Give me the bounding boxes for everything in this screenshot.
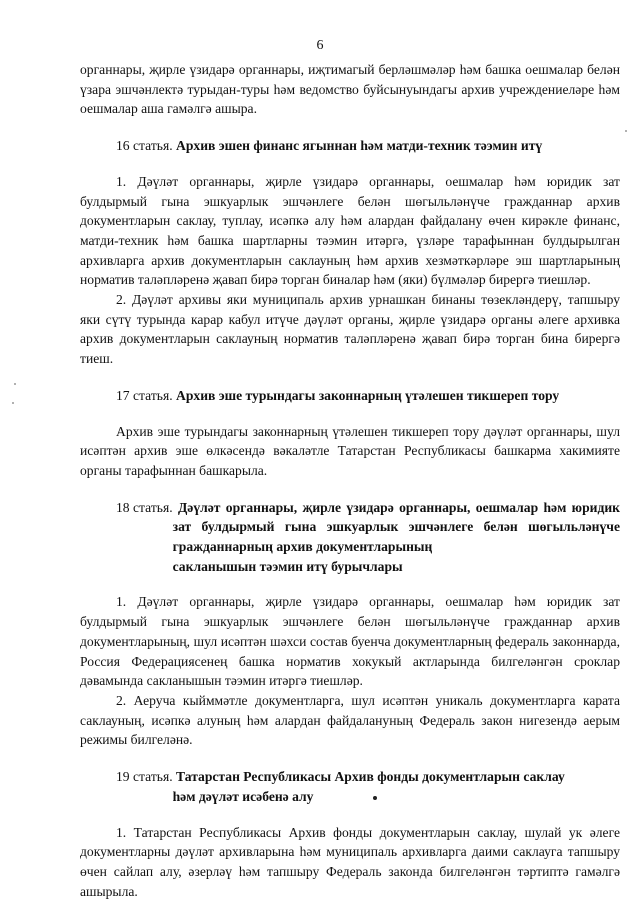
article-19-paragraph-1: 1. Татарстан Республикасы Архив фонды документларын саклау, шулай ук әлеге документларны дәүләт архивларына һәм муниципаль архивларга даими саклауга тапшыру өчен сайлап алу, әзерләү һәм тапшыру Федераль законда билгеләнгән тәртиптә гамәлгә ашырыла.: [80, 824, 620, 899]
article-16-paragraph-1: 1. Дәүләт органнары, җирле үзидарә органнары, оешмалар һәм юридик зат булдырмый гына эшкуарлык эшчәнлеге белән шөгыльләнүче гражданнар архив документларын саклау, туплау, исәпкә алу һәм алардан файдалану өчен кирәкле финанс, матди-техник һәм башка шартларны тәэмин итәргә, үзләре тарафыннан булдырылган архивларга архив документларын саклауның һәм архив хезмәткәрләре эш шартларының норматив таләпләренә җавап бирә торган биналар һәм (яки) бүлмәләр бирергә тиешләр.: [80, 173, 620, 288]
article-title-tail: сакланышын тәэмин итү бурычлары: [172, 558, 403, 574]
article-18-heading: [80, 498, 620, 577]
article-title: [173, 498, 620, 577]
article-18-paragraph-2: 2. Аеруча кыйммәтле документларга, шул исәптән уникаль документларга карата саклауның, исәпкә алуның һәм алардан файдалануның Федераль закон нигезендә аерым режимы билгеләнә.: [80, 692, 620, 748]
document-body: [80, 60, 620, 901]
scan-dot: [373, 796, 377, 800]
article-title-text: Архив эшен финанс ягыннан һәм матди-техник тәэмин итү: [176, 138, 543, 154]
scan-speck: [14, 383, 16, 385]
article-title-text: Дәүләт органнары, җирле үзидарә органнары, оешмалар һәм юридик зат булдырмый гына эшкуарлык эшчәнлеге белән шөгыльләнүче гражданнарның архив документларының: [172, 499, 620, 555]
article-title-text: Татарстан Республикасы Архив фонды документларын саклау: [176, 769, 565, 785]
article-title-text: Архив эше турындагы законнарның үтәлешен тикшереп тору: [176, 387, 560, 403]
scan-speck: [12, 402, 14, 404]
article-17-paragraph-1: Архив эше турындагы законнарның үтәлешен тикшереп тору дәүләт органнары, шул исәптән архив эше өлкәсендә вәкаләтле Татарстан Республикасы башкарма хакимияте органы тарафыннан башкарыла.: [80, 423, 620, 478]
article-title-tail: [173, 787, 620, 807]
article-title: [173, 136, 620, 156]
article-title: [173, 386, 620, 406]
intro-paragraph: органнары, җирле үзидарә органнары, иҗтимагый берләшмәләр һәм башка оешмалар белән үзара эшчәнлектә турыдан-туры һәм ведомство буйсынуындагы архив учреждениеләре һәм оешмалар аша гамәлгә ашыра.: [80, 62, 620, 117]
article-17-heading: [80, 386, 620, 406]
article-number: 16 статья.: [116, 138, 173, 154]
article-title-tail-text: һәм дәүләт исәбенә алу: [172, 788, 314, 804]
scan-speck: [625, 130, 627, 132]
article-16-heading: [80, 136, 620, 156]
article-number: 18 статья.: [116, 499, 173, 515]
page-number: 6: [316, 38, 324, 53]
article-16-paragraph-2: 2. Дәүләт архивы яки муниципаль архив урнашкан бинаны төзекләндерү, тапшыру яки сүтү турында карар кабул итүче дәүләт органы, җирле үзидарә органы әлеге архивка архив документларын саклауның норматив таләпләренә җавап бирә торган бина бирергә тиеш.: [80, 292, 620, 367]
article-title: [173, 767, 620, 806]
article-number: 17 статья.: [116, 387, 173, 403]
article-19-heading: [80, 767, 620, 806]
article-18-paragraph-1: 1. Дәүләт органнары, җирле үзидарә органнары, оешмалар һәм юридик зат булдырмый гына эшкуарлык эшчәнлеге белән шөгыльләнүче гражданнар архив документларының, шул исәптән шәхси состав буенча документларның федераль законнарда, Россия Федерациясенең башка норматив хокукый актларында билгеләнгән сроклар дәвамында сакланышын тәэмин итәргә тиешләр.: [80, 594, 620, 689]
article-number: 19 статья.: [116, 769, 173, 785]
